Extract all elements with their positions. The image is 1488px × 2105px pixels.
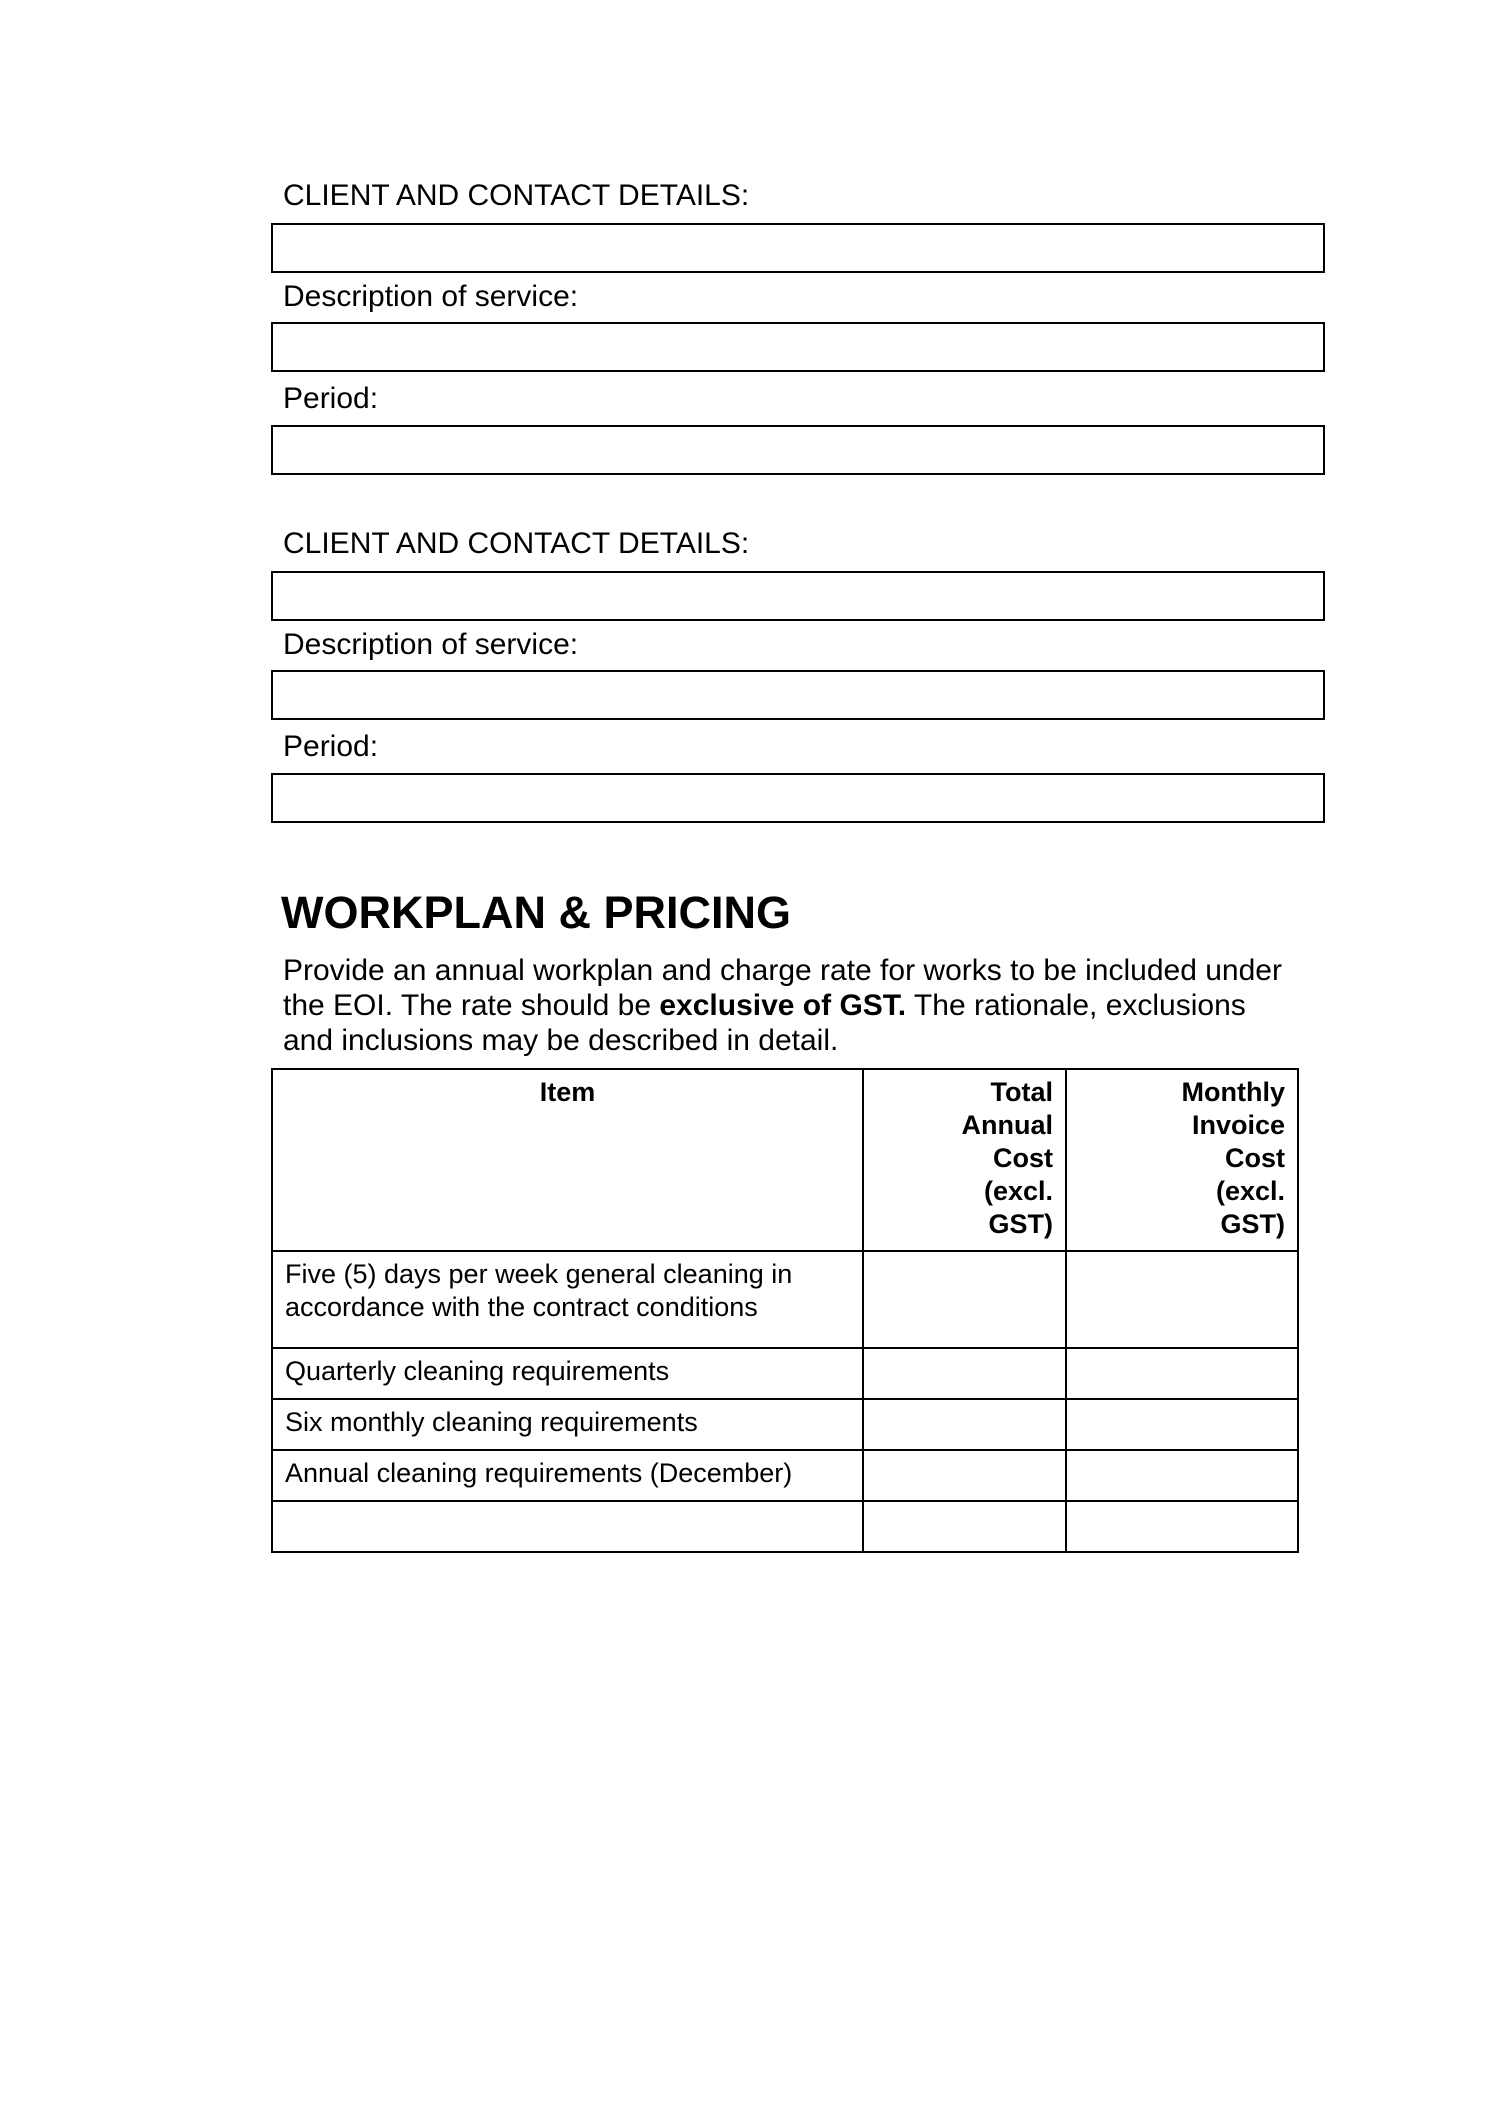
item-cell: Annual cleaning requirements (December) [272, 1450, 863, 1501]
monthly-invoice-cost-cell[interactable] [1066, 1399, 1298, 1450]
period-label: Period: [283, 730, 379, 763]
item-cell-borderless [272, 1501, 863, 1552]
period-box[interactable] [271, 773, 1325, 823]
period-label: Period: [283, 382, 379, 415]
workplan-intro-paragraph [283, 953, 1303, 1058]
total-annual-cost-cell[interactable] [863, 1251, 1066, 1348]
description-of-service-label: Description of service: [283, 280, 579, 313]
table-row [272, 1348, 1298, 1399]
intro-text-part1: Provide an annual workplan and charge rate for works to be included under the EOI. The rate should be [283, 954, 1282, 1022]
description-of-service-box[interactable] [271, 322, 1325, 372]
description-of-service-box[interactable] [271, 670, 1325, 720]
total-annual-cost-cell[interactable] [863, 1348, 1066, 1399]
monthly-invoice-cost-cell[interactable] [1066, 1348, 1298, 1399]
total-annual-cost-cell[interactable] [863, 1501, 1066, 1552]
client-contact-details-title: CLIENT AND CONTACT DETAILS: [283, 179, 750, 212]
intro-text-bold-gst: exclusive of GST. [659, 989, 907, 1022]
pricing-table-header-row [272, 1069, 1298, 1251]
pricing-table [271, 1068, 1299, 1553]
table-row [272, 1450, 1298, 1501]
table-row-empty [272, 1501, 1298, 1552]
item-cell: Six monthly cleaning requirements [272, 1399, 863, 1450]
item-column-header: Item [272, 1069, 863, 1251]
total-annual-cost-cell[interactable] [863, 1450, 1066, 1501]
item-cell: Quarterly cleaning requirements [272, 1348, 863, 1399]
monthly-invoice-cost-cell[interactable] [1066, 1450, 1298, 1501]
total-annual-cost-header-text: Total Annual Cost (excl. GST) [961, 1077, 1053, 1239]
total-annual-cost-column-header [863, 1069, 1066, 1251]
workplan-pricing-heading: WORKPLAN & PRICING [281, 887, 791, 938]
client-contact-details-box[interactable] [271, 571, 1325, 621]
client-contact-details-title: CLIENT AND CONTACT DETAILS: [283, 527, 750, 560]
monthly-invoice-cost-cell[interactable] [1066, 1251, 1298, 1348]
total-annual-cost-cell[interactable] [863, 1399, 1066, 1450]
client-contact-details-box[interactable] [271, 223, 1325, 273]
table-row [272, 1399, 1298, 1450]
description-of-service-label: Description of service: [283, 628, 579, 661]
intro-text-part2: The rationale, exclusions and inclusions may be described in detail. [283, 989, 1246, 1057]
monthly-invoice-cost-column-header [1066, 1069, 1298, 1251]
item-cell: Five (5) days per week general cleaning in accordance with the contract conditions [272, 1251, 863, 1348]
period-box[interactable] [271, 425, 1325, 475]
monthly-invoice-cost-cell[interactable] [1066, 1501, 1298, 1552]
monthly-invoice-cost-header-text: Monthly Invoice Cost (excl. GST) [1181, 1077, 1285, 1239]
table-row [272, 1251, 1298, 1348]
